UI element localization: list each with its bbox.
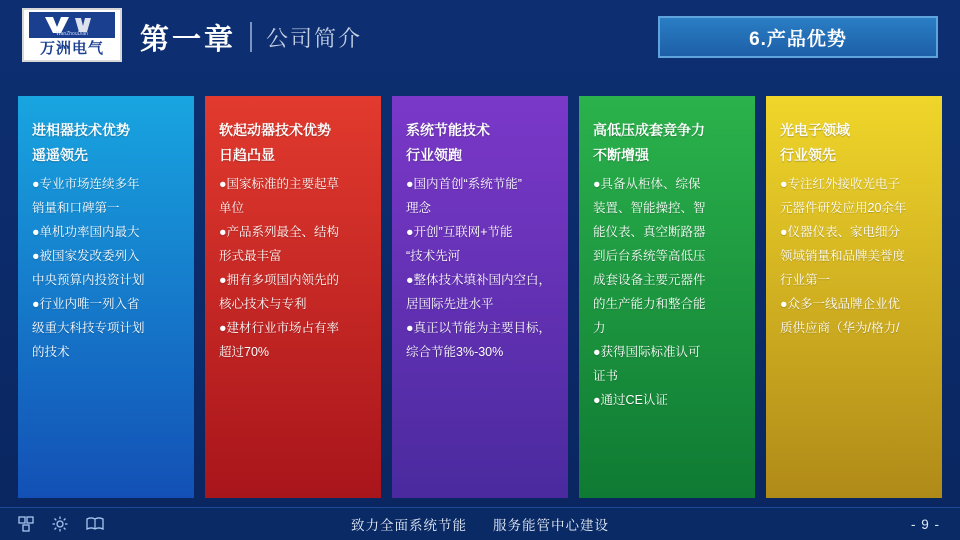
card-line: 质供应商（华为/格力/ xyxy=(780,321,900,335)
card-line: 能仪表、真空断路器 xyxy=(593,225,706,239)
card-title xyxy=(780,118,930,168)
company-logo xyxy=(22,8,122,62)
card-title xyxy=(219,118,369,168)
chapter-heading xyxy=(140,16,362,58)
slide-footer xyxy=(0,507,960,540)
card-line: 中央预算内投资计划 xyxy=(32,273,145,287)
card-line: ●建材行业市场占有率 xyxy=(219,321,340,335)
chapter-subtitle: 公司简介 xyxy=(266,25,363,51)
card-title-line1: 软起动器技术优势 xyxy=(219,122,331,138)
card-line: ●单机功率国内最大 xyxy=(32,225,140,239)
advantage-card xyxy=(18,96,194,498)
card-title xyxy=(406,118,556,168)
card-title-line2: 行业领先 xyxy=(780,147,836,163)
footer-slogan xyxy=(0,508,960,540)
card-line: “技术先河 xyxy=(406,249,461,263)
card-line: ●专业市场连续多年 xyxy=(32,177,140,191)
page-number: - 9 - xyxy=(910,516,940,532)
card-title-line1: 高低压成套竞争力 xyxy=(593,122,705,138)
card-line: ●众多一线品牌企业优 xyxy=(780,297,901,311)
card-line: ●国内首创“系统节能” xyxy=(406,177,522,191)
card-line: 力 xyxy=(593,321,606,335)
card-line: ●整体技术填补国内空白， xyxy=(406,273,552,287)
card-line: 元器件研发应用20余年 xyxy=(780,201,907,215)
card-title-line2: 遥遥领先 xyxy=(32,147,88,163)
card-title-line2: 日趋凸显 xyxy=(219,147,275,163)
card-line: ●国家标准的主要起草 xyxy=(219,177,340,191)
svg-text:WanZhouDian: WanZhouDian xyxy=(56,31,88,37)
card-line: 的技术 xyxy=(32,345,70,359)
chapter-divider xyxy=(250,22,252,52)
card-line: 证书 xyxy=(593,369,619,383)
advantage-cards xyxy=(18,96,942,498)
card-line: ●专注红外接收光电子 xyxy=(780,177,901,191)
card-line: ●拥有多项国内领先的 xyxy=(219,273,340,287)
advantage-card xyxy=(205,96,381,498)
card-line: 装置、智能操控、智 xyxy=(593,201,706,215)
card-title-line2: 行业领跑 xyxy=(406,147,462,163)
card-line: ●具备从柜体、综保 xyxy=(593,177,701,191)
card-line: ●通过CE认证 xyxy=(593,393,668,407)
advantage-card xyxy=(392,96,568,498)
card-line: ●真正以节能为主要目标， xyxy=(406,321,552,335)
card-line: 行业第一 xyxy=(780,273,831,287)
card-title-line2: 不断增强 xyxy=(593,147,649,163)
card-title-line1: 光电子领域 xyxy=(780,122,850,138)
logo-brand-text: 万洲电气 xyxy=(39,40,104,57)
card-line: ●产品系列最全、结构 xyxy=(219,225,340,239)
slide-header xyxy=(0,0,960,72)
card-body xyxy=(406,172,556,364)
card-line: 综合节能3%-30% xyxy=(406,345,504,359)
section-title-text: 6.产品优势 xyxy=(749,28,847,50)
card-title xyxy=(593,118,743,168)
advantage-card xyxy=(579,96,755,498)
chapter-number: 第一章 xyxy=(140,23,237,56)
card-line: 形式最丰富 xyxy=(219,249,282,263)
card-line: 销量和口碑第一 xyxy=(32,201,120,215)
card-line: ●被国家发改委列入 xyxy=(32,249,140,263)
card-body xyxy=(219,172,369,364)
card-line: 到后台系统等高低压 xyxy=(593,249,706,263)
footer-slogan-left: 致力全面系统节能 xyxy=(351,518,467,533)
card-line: 居国际先进水平 xyxy=(406,297,494,311)
card-line: 领域销量和品牌美誉度 xyxy=(780,249,906,263)
footer-slogan-right: 服务能管中心建设 xyxy=(493,518,609,533)
card-line: ●仪器仪表、家电细分 xyxy=(780,225,901,239)
card-body xyxy=(593,172,743,412)
card-title xyxy=(32,118,182,168)
w-monogram-icon xyxy=(29,12,115,38)
card-line: 成套设备主要元器件 xyxy=(593,273,706,287)
card-body xyxy=(32,172,182,364)
card-body xyxy=(780,172,930,340)
card-line: 级重大科技专项计划 xyxy=(32,321,145,335)
card-line: 单位 xyxy=(219,201,245,215)
card-line: 理念 xyxy=(406,201,432,215)
card-line: 超过70% xyxy=(219,345,270,359)
advantage-card xyxy=(766,96,942,498)
card-title-line1: 进相器技术优势 xyxy=(32,122,130,138)
card-line: 的生产能力和整合能 xyxy=(593,297,706,311)
card-line: ●获得国际标准认可 xyxy=(593,345,701,359)
card-line: ●开创”互联网+节能 xyxy=(406,225,513,239)
card-line: 核心技术与专利 xyxy=(219,297,307,311)
section-title-tab xyxy=(658,16,938,58)
card-title-line1: 系统节能技术 xyxy=(406,122,490,138)
card-line: ●行业内唯一列入省 xyxy=(32,297,140,311)
